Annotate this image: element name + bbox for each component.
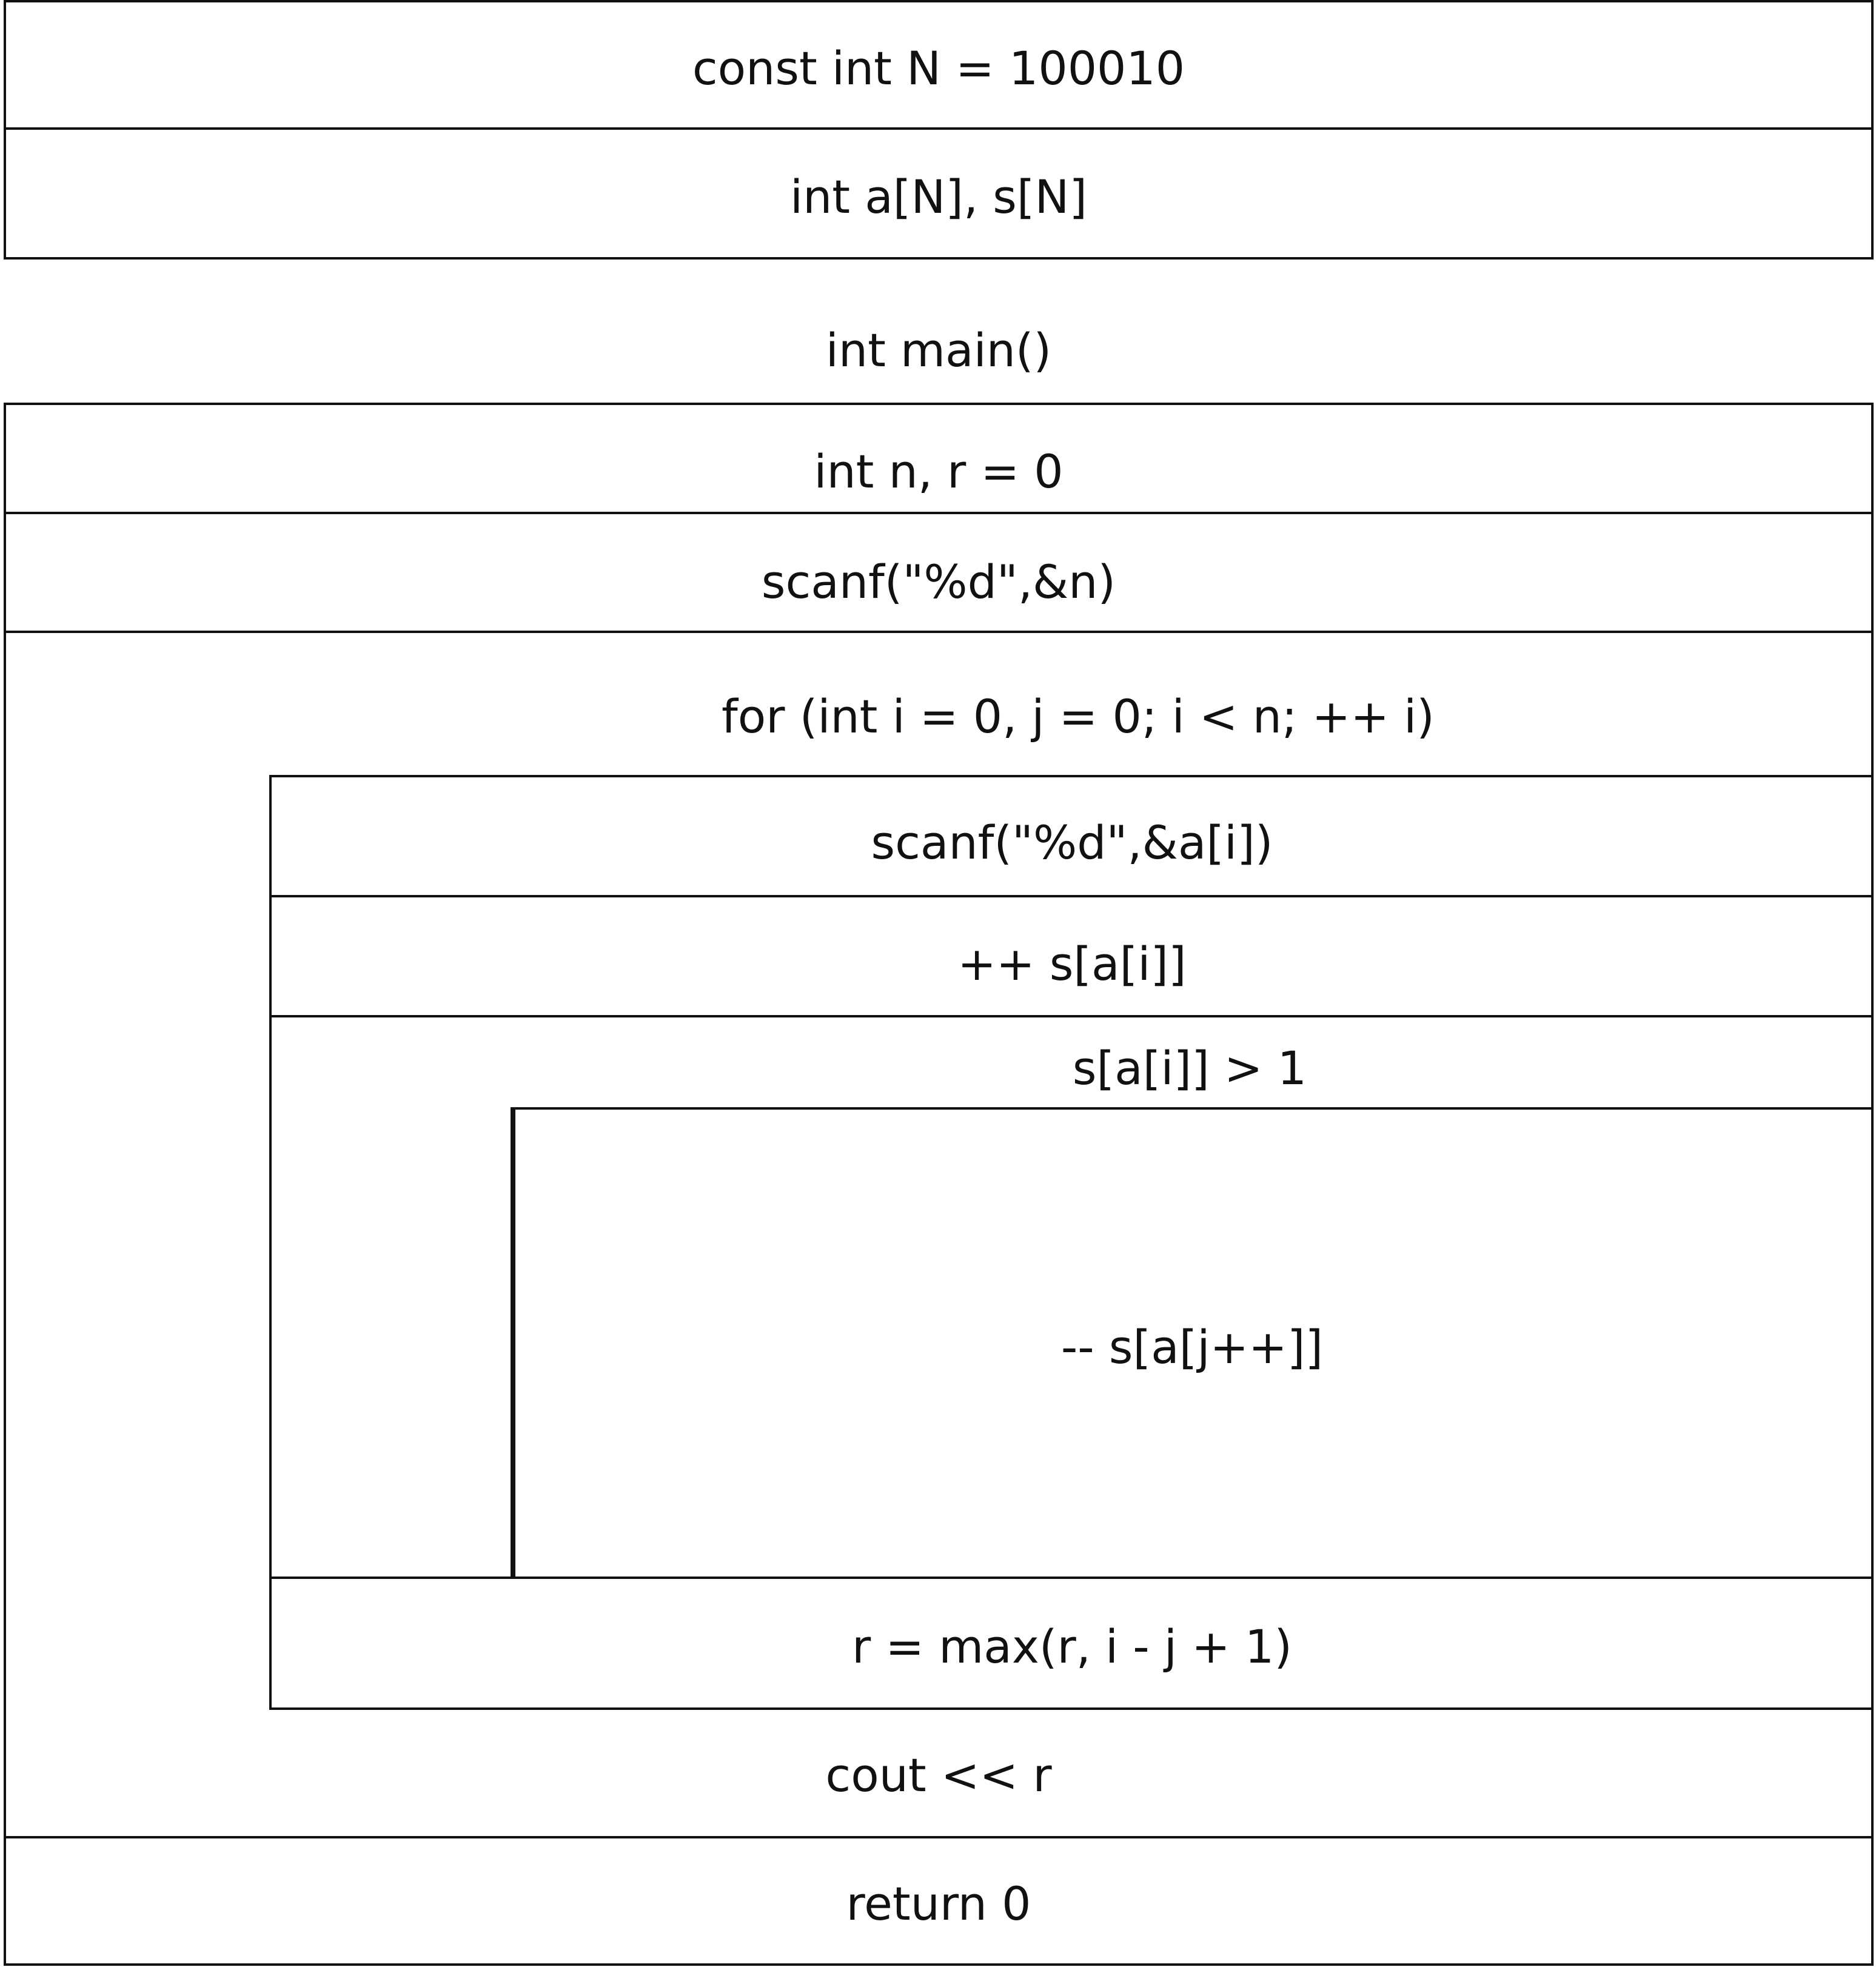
scan-n-statement: scanf("%d",&n)	[761, 555, 1116, 609]
output-statement: cout << r	[825, 1748, 1052, 1802]
const-declaration: const int N = 100010	[692, 41, 1185, 95]
increment-count-statement: ++ s[a[i]]	[957, 937, 1187, 991]
for-loop-header: for (int i = 0, j = 0; i < n; ++ i)	[722, 689, 1435, 743]
while-loop-condition: s[a[i]] > 1	[1072, 1041, 1307, 1095]
while-body-left	[511, 1107, 515, 1579]
divider-decl	[4, 512, 1874, 514]
scan-a-statement: scanf("%d",&a[i])	[871, 816, 1273, 870]
for-loop-body	[269, 775, 1874, 1710]
decrement-count-statement: -- s[a[j++]]	[1060, 1320, 1324, 1374]
while-body-top	[513, 1107, 1874, 1110]
array-declaration: int a[N], s[N]	[789, 170, 1088, 224]
main-function-title: int main()	[825, 323, 1052, 377]
update-result-statement: r = max(r, i - j + 1)	[851, 1620, 1293, 1674]
globals-divider	[4, 127, 1874, 130]
return-statement: return 0	[846, 1877, 1031, 1931]
divider-scan-a	[269, 895, 1874, 897]
divider-output	[4, 1836, 1874, 1838]
divider-scan-n	[4, 631, 1874, 633]
variable-declaration: int n, r = 0	[814, 444, 1064, 498]
divider-inc-s	[269, 1015, 1874, 1017]
while-body-bottom	[269, 1577, 1874, 1579]
